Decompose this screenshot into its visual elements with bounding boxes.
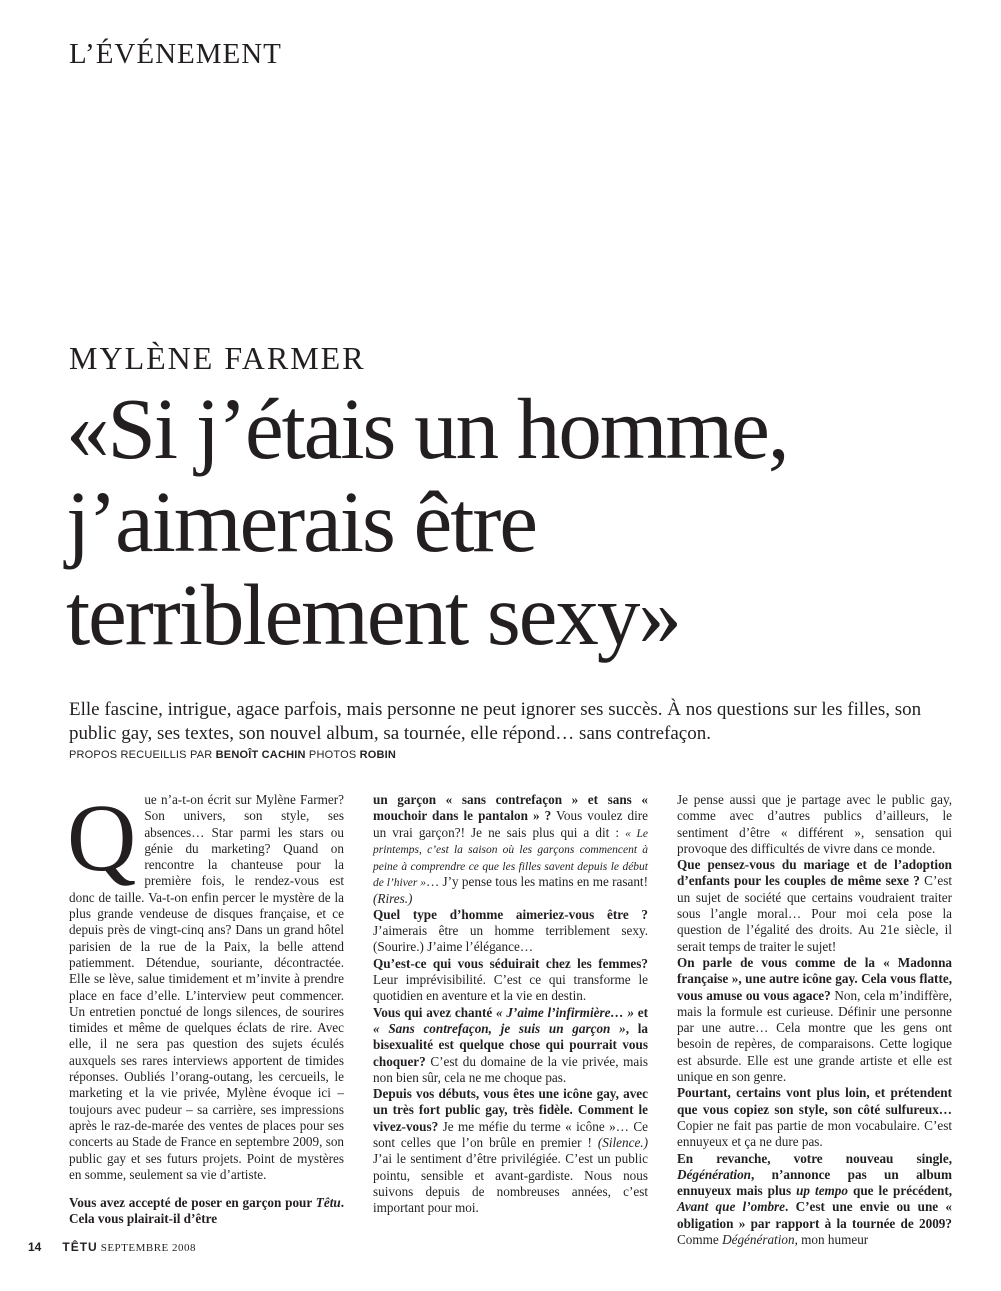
- page-number: 14: [28, 1240, 42, 1254]
- article-column-1: [67, 784, 345, 1228]
- question-6: Que pensez-vous du mariage et de l’adoption d’enfants pour les couples de même sexe ?: [677, 857, 952, 889]
- footer-magazine: TÊTU: [62, 1240, 98, 1254]
- article-column-2: [373, 792, 648, 1217]
- kicker: MYLÈNE FARMER: [69, 340, 366, 376]
- question-4-c: , la bisexualité est quelque chose qui pourrait vous choquer?: [373, 1020, 648, 1069]
- question-1: [69, 1195, 344, 1228]
- qa-block-1: [373, 792, 648, 907]
- question-1-text: Vous avez accepté de poser en garçon pour: [69, 1195, 316, 1211]
- question-8: Pourtant, certains vont plus loin, et prétendent que vous copiez son style, son côté sulfureux…: [677, 1085, 952, 1117]
- intro-text: ue n’a-t-on écrit sur Mylène Farmer? Son univers, son style, ses absences… Star parmi les stars ou génie du marketing? Quand on rencontre la chanteuse pour la première fois, le rendez-vous est donc de taille. Va-t-on enfin percer le mystère de la plus grande vendeuse de disques française, et ce depuis près de vingt-cinq ans? Dans un grand hôtel parisien de la rue de la Paix, la belle attend patiemment. Détendue, souriante, décontractée. Elle se lève, salue timidement et m’invite à prendre place en face d’elle. L’interview peut commencer. Un entretien ponctué de longs silences, de sourires timides et même de quelques éclats de rire. Avec elle, il ne sera pas question des sujets éculés auxquels ses rares interviews apportent de timides réponses. Oubliés l’orang-outang, les cercueils, le marketing et la vie privée, Mylène évoque ici – toujours avec pudeur – sa carrière, ses impressions après le raz-de-marée des ventes de places pour ses concerts au Stade de France en septembre 2009, son public gay et ses futurs projets. Point de mystères en somme, seulement sa vie d’artiste.: [69, 792, 345, 1182]
- credits-prefix: PROPOS RECUEILLIS PAR: [69, 749, 213, 761]
- answer-1-quote: « Le printemps, c’est la saison où les garçons commencent à peine à comprendre ce que les filles savent depuis le début de l’hiver »: [373, 827, 648, 890]
- answer-5-end: J’ai le sentiment d’être privilégiée. C’est un public pointu, sensible et avant-gardiste. Nous nous suivons depuis de nombreuses années, c’est important pour moi.: [373, 1151, 648, 1216]
- credits: [69, 749, 396, 761]
- question-4-a: Vous qui avez chanté: [373, 1004, 496, 1020]
- answer-2: J’aimerais être un homme terriblement sexy. (Sourire.) J’aime l’élégance…: [373, 923, 648, 955]
- answer-5-silence: (Silence.): [597, 1135, 648, 1151]
- qa-block-8: [677, 1085, 952, 1150]
- section-label: L’ÉVÉNEMENT: [69, 38, 282, 70]
- headline-line-2: j’aimerais être: [66, 473, 536, 570]
- answer-9-end: , mon humeur: [794, 1232, 869, 1248]
- question-3: Qu’est-ce qui vous séduirait chez les femmes?: [373, 955, 648, 971]
- headline-line-1: «Si j’étais un homme,: [66, 380, 788, 477]
- headline-line-3: terriblement sexy»: [66, 566, 680, 663]
- answer-1-start: Vous voulez dire un vrai garçon?! Je ne sais plus qui a dit :: [373, 808, 648, 840]
- credits-author: BENOÎT CACHIN: [215, 749, 306, 761]
- answer-9-single: Dégénération: [722, 1232, 795, 1248]
- qa-block-6: [677, 857, 952, 955]
- question-5: Depuis vos débuts, vous êtes une icône gay, avec un très fort public gay, très fidèle. Comment le vivez-vous?: [373, 1086, 648, 1134]
- question-2: Quel type d’homme aimeriez-vous être ?: [373, 906, 648, 922]
- answer-4: C’est du domaine de la vie privée, mais non bien sûr, cela ne me choque pas.: [373, 1053, 648, 1085]
- standfirst: Elle fascine, intrigue, agace parfois, mais personne ne peut ignorer ses succès. À nos questions sur les filles, son public gay, ses textes, son nouvel album, sa tournée, elle répond… sans contrefaçon.: [69, 699, 922, 744]
- song-1: « J’aime l’infirmière… »: [495, 1004, 634, 1020]
- question-1-cont: un garçon « sans contrefaçon » et sans « mouchoir dans le pantalon » ?: [373, 792, 648, 824]
- magazine-name: Têtu: [315, 1195, 341, 1211]
- answer-1-laugh: (Rires.): [373, 890, 413, 906]
- qa-block-2: [373, 907, 648, 956]
- question-9-a: En revanche, votre nouveau single,: [677, 1150, 952, 1166]
- answer-8: Copier ne fait pas partie de mon vocabulaire. C’est ennuyeux et ça ne dure pas.: [677, 1117, 952, 1150]
- qa-block-3: [373, 956, 648, 1005]
- question-9-c: que le précédent,: [848, 1183, 953, 1199]
- answer-9-start: Comme: [677, 1232, 723, 1248]
- intro-paragraph: [67, 784, 345, 1183]
- question-4-b: et: [633, 1004, 648, 1020]
- question-9-d: . C’est une envie ou une « obligation » par rapport à la tournée de 2009?: [677, 1199, 953, 1231]
- question-7: On parle de vous comme de la « Madonna française », une autre icône gay. Cela vous flatte, vous amuse ou vous agace?: [677, 954, 952, 1003]
- qa-block-9: [677, 1151, 952, 1249]
- qa-block-4: [373, 1005, 648, 1086]
- answer-5-start: Je me méfie du terme « icône »… Ce sont celles que l’on brûle en premier !: [373, 1118, 648, 1151]
- question-1-end: . Cela vous plairait-il d’être: [69, 1195, 344, 1227]
- credits-photographer: ROBIN: [359, 749, 397, 761]
- answer-6: C’est un sujet de société que certains voudraient traiter sous l’angle moral… Pour moi cela pose la question de l’égalité des droits. Au 21e siècle, il serait temps de traiter le sujet!: [677, 873, 952, 954]
- answer-1-end: … J’y pense tous les matins en me rasant!: [426, 874, 648, 890]
- article-column-3: [677, 792, 952, 1248]
- footer-issue: SEPTEMBRE 2008: [100, 1242, 197, 1254]
- drop-cap: Q: [67, 784, 137, 891]
- credits-photos-label: PHOTOS: [308, 749, 357, 761]
- headline: [66, 382, 996, 661]
- question-9-b: , n’annonce pas un album ennuyeux mais plus: [677, 1166, 952, 1199]
- qa-block-7: [677, 955, 952, 1085]
- single-title: Dégénération: [677, 1166, 751, 1182]
- qa-block-5: [373, 1086, 648, 1216]
- answer-3: Leur imprévisibilité. C’est ce qui transforme le quotidien en aventure et la vie en destin.: [373, 972, 648, 1004]
- page-footer: [28, 1240, 196, 1255]
- answer-5-cont: Je pense aussi que je partage avec le public gay, comme avec d’autres publics d’ailleurs, le sentiment d’être « différent », sensation qui provoque des difficultés de vivre dans ce monde.: [677, 792, 952, 856]
- answer-7: Non, cela m’indiffère, mais la formule est curieuse. Définir une personne par une autre… Cela montre que les gens ont besoin de repères, de comparaisons. Cette logique est absurde. Elle est une grande artiste et elle est unique en son genre.: [677, 987, 953, 1085]
- album-title: Avant que l’ombre: [677, 1199, 786, 1215]
- song-2: « Sans contrefaçon, je suis un garçon »: [373, 1020, 626, 1036]
- tempo-phrase: up tempo: [796, 1183, 848, 1199]
